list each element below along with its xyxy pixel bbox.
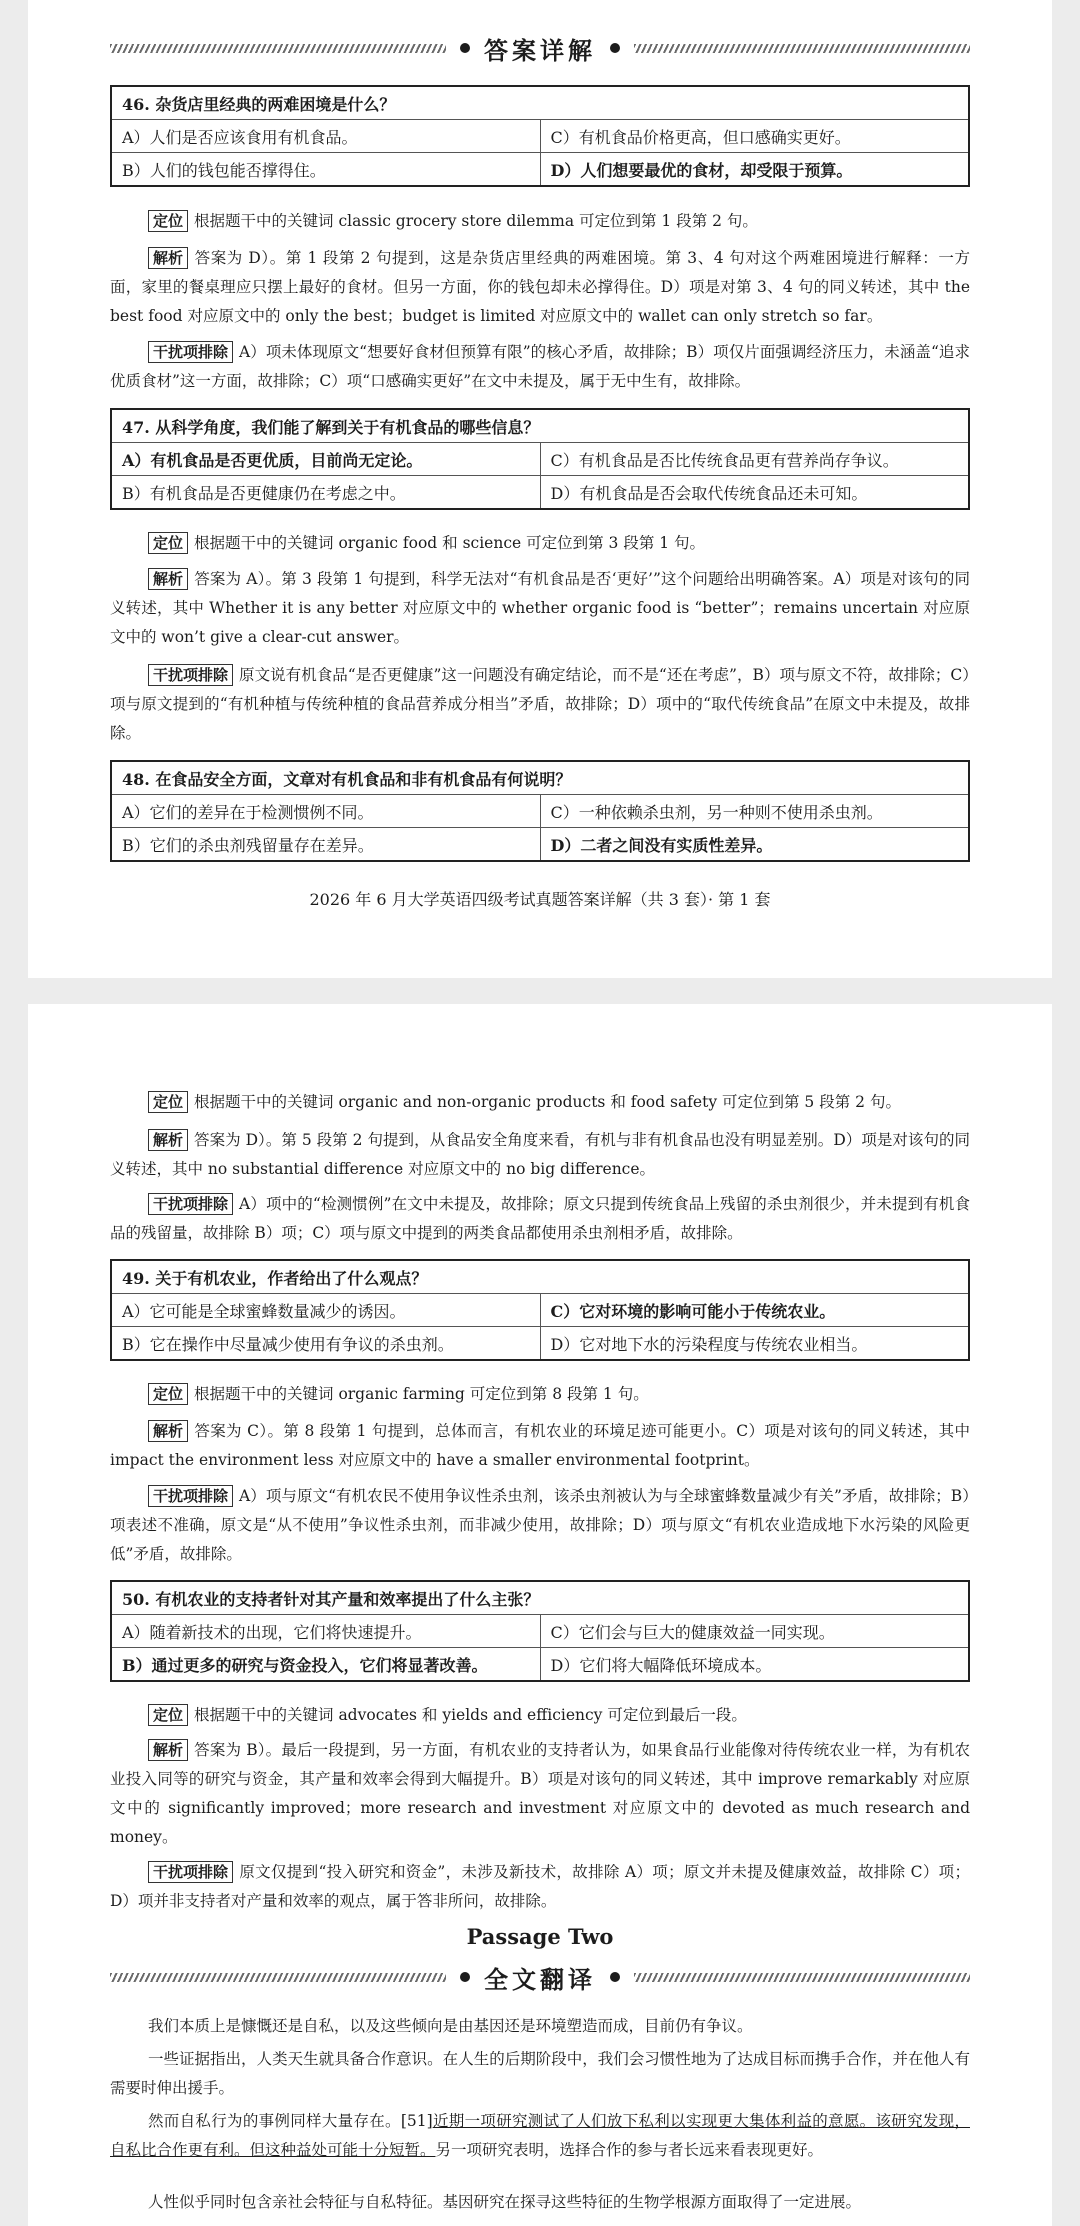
locate-text: 根据题干中的关键词 advocates 和 yields and efficiency 可定位到最后一段。	[194, 1706, 747, 1724]
option-c: C）一种依赖杀虫剂，另一种则不使用杀虫剂。	[540, 795, 969, 828]
translation-text: 另一项研究表明，选择合作的参与者长远来看表现更好。	[435, 2141, 824, 2159]
translation-paragraph-4: 人性似乎同时包含亲社会特征与自私特征。基因研究在探寻这些特征的生物学根源方面取得了一定进展。	[148, 2193, 862, 2211]
option-b: B）人们的钱包能否撑得住。	[111, 153, 540, 187]
q48-locate	[110, 1088, 970, 1117]
translation-paragraph-3	[110, 2107, 970, 2165]
option-c-correct: C）它对环境的影响可能小于传统农业。	[540, 1294, 969, 1327]
q50-analysis	[110, 1736, 970, 1852]
bullet-dot	[460, 43, 470, 53]
analysis-text: 答案为 A）。第 3 段第 1 句提到，科学无法对“有机食品是否‘更好’”这个问题给出明确答案。A）项是对该句的同义转述，其中 Whether it is any better 对应原文中的 whether organic food is “better”；remains uncertain 对应原文中的 won’t give a clear-cut answer。	[110, 570, 970, 646]
bullet-dot	[460, 1972, 470, 1982]
underlined-key-sentence: 近期一项研究测试了人们放下私利以实现更大集体利益的意愿。该研究发现，自私比合作更有利。但这种益处可能十分短暂。	[110, 2112, 970, 2159]
option-c: C）有机食品是否比传统食品更有营养尚存争议。	[540, 443, 969, 476]
analysis-text: 答案为 D）。第 1 段第 2 句提到，这是杂货店里经典的两难困境。第 3、4 句对这个两难困境进行解释：一方面，家里的餐桌理应只摆上最好的食材。但另一方面，你的钱包却未必撑得住。D）项是对第 3、4 句的同义转述，其中 the best food 对应原文中的 only the best；budget is limited 对应原文中的 wallet can only stretch so far。	[110, 249, 970, 325]
distractor-text: A）项中的“检测惯例”在文中未提及，故排除；原文只提到传统食品上残留的杀虫剂很少，并未提到有机食品的残留量，故排除 B）项；C）项与原文中提到的两类食品都使用杀虫剂相矛盾，故排除。	[110, 1195, 970, 1242]
q47-analysis	[110, 565, 970, 652]
section-title: 全文翻译	[484, 1964, 596, 1994]
option-d-correct: D）二者之间没有实质性差异。	[540, 828, 969, 862]
q49-locate	[110, 1380, 970, 1409]
section-header-translation	[110, 1957, 970, 1997]
locate-tag: 定位	[148, 1704, 188, 1726]
hatch-divider-right	[634, 44, 970, 53]
hatch-divider-right	[634, 1973, 970, 1982]
locate-text: 根据题干中的关键词 organic food 和 science 可定位到第 3 段第 1 句。	[194, 534, 706, 552]
locate-tag: 定位	[148, 210, 188, 232]
bullet-dot	[610, 43, 620, 53]
question-50-title: 50. 有机农业的支持者针对其产量和效率提出了什么主张？	[111, 1581, 969, 1615]
q49-distractor	[110, 1482, 970, 1569]
analysis-text: 答案为 C）。第 8 段第 1 句提到，总体而言，有机农业的环境足迹可能更小。C）项是对该句的同义转述，其中 impact the environment less 对应原文中的 have a smaller environmental footprint。	[110, 1422, 970, 1469]
question-48-title: 48. 在食品安全方面，文章对有机食品和非有机食品有何说明？	[111, 761, 969, 795]
distractor-tag: 干扰项排除	[148, 341, 233, 363]
distractor-tag: 干扰项排除	[148, 664, 233, 686]
section-header-answers	[110, 28, 970, 68]
option-b-correct: B）通过更多的研究与资金投入，它们将显著改善。	[111, 1648, 540, 1682]
locate-text: 根据题干中的关键词 organic farming 可定位到第 8 段第 1 句。	[194, 1385, 649, 1403]
distractor-tag: 干扰项排除	[148, 1193, 233, 1215]
distractor-tag: 干扰项排除	[148, 1485, 233, 1507]
locate-tag: 定位	[148, 1383, 188, 1405]
translation-paragraph-1: 我们本质上是慷慨还是自私，以及这些倾向是由基因还是环境塑造而成，目前仍有争议。	[148, 2017, 753, 2035]
option-a: A）人们是否应该食用有机食品。	[111, 120, 540, 153]
q49-analysis	[110, 1417, 970, 1475]
q47-distractor	[110, 661, 970, 748]
hatch-divider-left	[110, 1973, 446, 1982]
question-48-table	[110, 760, 970, 862]
option-a: A）它可能是全球蜜蜂数量减少的诱因。	[111, 1294, 540, 1327]
q46-locate	[110, 207, 970, 236]
option-b: B）有机食品是否更健康仍在考虑之中。	[111, 476, 540, 510]
distractor-text: A）项未体现原文“想要好食材但预算有限”的核心矛盾，故排除；B）项仅片面强调经济压力，未涵盖“追求优质食材”这一方面，故排除；C）项“口感确实更好”在文中未提及，属于无中生有，故排除。	[110, 343, 970, 390]
option-a-correct: A）有机食品是否更优质，目前尚无定论。	[111, 443, 540, 476]
locate-tag: 定位	[148, 1091, 188, 1113]
q50-distractor	[110, 1858, 970, 1916]
option-d: D）有机食品是否会取代传统食品还未可知。	[540, 476, 969, 510]
question-47-table	[110, 408, 970, 510]
question-49-title: 49. 关于有机农业，作者给出了什么观点？	[111, 1260, 969, 1294]
locate-text: 根据题干中的关键词 classic grocery store dilemma 可定位到第 1 段第 2 句。	[194, 212, 758, 230]
section-title: 答案详解	[484, 35, 596, 65]
page-two	[28, 1004, 1052, 2226]
distractor-tag: 干扰项排除	[148, 1861, 233, 1883]
option-a: A）随着新技术的出现，它们将快速提升。	[111, 1615, 540, 1648]
q48-distractor	[110, 1190, 970, 1248]
option-d: D）它对地下水的污染程度与传统农业相当。	[540, 1327, 969, 1361]
option-d: D）它们将大幅降低环境成本。	[540, 1648, 969, 1682]
option-d-correct: D）人们想要最优的食材，却受限于预算。	[540, 153, 969, 187]
question-49-table	[110, 1259, 970, 1361]
page-footer: 2026 年 6 月大学英语四级考试真题答案详解（共 3 套）· 第 1 套	[309, 890, 771, 909]
analysis-tag: 解析	[148, 247, 188, 269]
analysis-tag: 解析	[148, 1739, 188, 1761]
option-c: C）有机食品价格更高，但口感确实更好。	[540, 120, 969, 153]
q50-locate	[110, 1701, 970, 1730]
analysis-text: 答案为 B）。最后一段提到，另一方面，有机农业的支持者认为，如果食品行业能像对待传统农业一样，为有机农业投入同等的研究与资金，其产量和效率会得到大幅提升。B）项是对该句的同义转述，其中 improve remarkably 对应原文中的 significantly improved；more research and investment 对应原文中的 devoted as much research and money。	[110, 1741, 970, 1846]
question-46-table	[110, 85, 970, 187]
passage-title: Passage Two	[466, 1924, 614, 1949]
analysis-tag: 解析	[148, 568, 188, 590]
option-b: B）它们的杀虫剂残留量存在差异。	[111, 828, 540, 862]
locate-text: 根据题干中的关键词 organic and non-organic products 和 food safety 可定位到第 5 段第 2 句。	[194, 1093, 901, 1111]
distractor-text: 原文仅提到“投入研究和资金”，未涉及新技术，故排除 A）项；原文并未提及健康效益，故排除 C）项；D）项并非支持者对产量和效率的观点，属于答非所问，故排除。	[110, 1863, 970, 1910]
locate-tag: 定位	[148, 532, 188, 554]
bullet-dot	[610, 1972, 620, 1982]
analysis-tag: 解析	[148, 1420, 188, 1442]
q47-locate	[110, 529, 970, 558]
hatch-divider-left	[110, 44, 446, 53]
q46-distractor	[110, 338, 970, 396]
q46-analysis	[110, 244, 970, 331]
distractor-text: A）项与原文“有机农民不使用争议性杀虫剂，该杀虫剂被认为与全球蜜蜂数量减少有关”矛盾，故排除；B）项表述不准确，原文是“从不使用”争议性杀虫剂，而非减少使用，故排除；D）项与原文“有机农业造成地下水污染的风险更低”矛盾，故排除。	[110, 1487, 970, 1563]
translation-text: 然而自私行为的事例同样大量存在。[51]	[148, 2112, 433, 2130]
option-b: B）它在操作中尽量减少使用有争议的杀虫剂。	[111, 1327, 540, 1361]
page-one	[28, 0, 1052, 978]
analysis-tag: 解析	[148, 1129, 188, 1151]
translation-paragraph-2: 一些证据指出，人类天生就具备合作意识。在人生的后期阶段中，我们会习惯性地为了达成目标而携手合作，并在他人有需要时伸出援手。	[110, 2050, 970, 2097]
analysis-text: 答案为 D）。第 5 段第 2 句提到，从食品安全角度来看，有机与非有机食品也没有明显差别。D）项是对该句的同义转述，其中 no substantial difference 对应原文中的 no big difference。	[110, 1131, 970, 1178]
question-47-title: 47. 从科学角度，我们能了解到关于有机食品的哪些信息？	[111, 409, 969, 443]
option-c: C）它们会与巨大的健康效益一同实现。	[540, 1615, 969, 1648]
q48-analysis	[110, 1126, 970, 1184]
question-50-table	[110, 1580, 970, 1682]
question-46-title: 46. 杂货店里经典的两难困境是什么？	[111, 86, 969, 120]
option-a: A）它们的差异在于检测惯例不同。	[111, 795, 540, 828]
distractor-text: 原文说有机食品“是否更健康”这一问题没有确定结论，而不是“还在考虑”，B）项与原文不符，故排除；C）项与原文提到的“有机种植与传统种植的食品营养成分相当”矛盾，故排除；D）项中的“取代传统食品”在原文中未提及，故排除。	[110, 666, 970, 742]
